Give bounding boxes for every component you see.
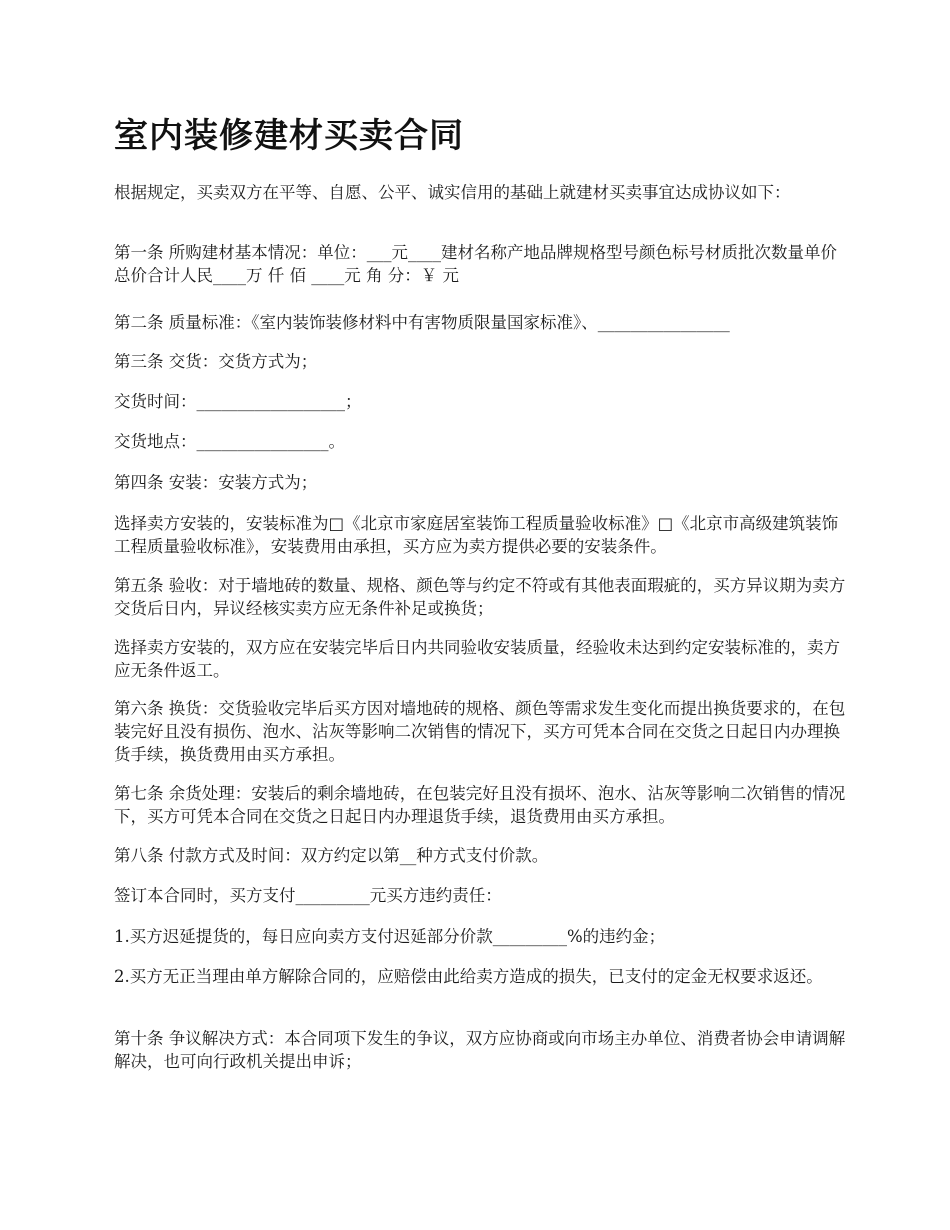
paragraph-article-8: 第八条 付款方式及时间：双方约定以第__种方式支付价款。 bbox=[114, 846, 549, 865]
paragraph-signing-payment: 签订本合同时，买方支付_________元买方违约责任： bbox=[114, 886, 502, 905]
paragraph-preamble: 根据规定，买卖双方在平等、自愿、公平、诚实信用的基础上就建材买卖事宜达成协议如下： bbox=[114, 183, 791, 202]
paragraph-article-10: 第十条 争议解决方式：本合同项下发生的争议，双方应协商或向市场主办单位、消费者协会申请调解解决，也可向行政机关提出申诉； bbox=[114, 1029, 846, 1071]
paragraph-article-4: 第四条 安装：安装方式为； bbox=[114, 473, 318, 492]
paragraph-installation-acceptance: 选择卖方安装的，双方应在安装完毕后日内共同验收安装质量，经验收未达到约定安装标准的，卖方应无条件返工。 bbox=[114, 638, 840, 680]
paragraph-delivery-place: 交货地点：________________。 bbox=[114, 432, 345, 451]
paragraph-article-1: 第一条 所购建材基本情况：单位：___元____建材名称产地品牌规格型号颜色标号材质批次数量单价总价合计人民____万 仟 佰 ____元 角 分：￥ 元 bbox=[114, 243, 837, 285]
paragraph-article-2: 第二条 质量标准：《室内装饰装修材料中有害物质限量国家标准》、________________ bbox=[114, 313, 730, 332]
paragraph-article-5: 第五条 验收：对于墙地砖的数量、规格、颜色等与约定不符或有其他表面瑕疵的，买方异议期为卖方交货后日内，异议经核实卖方应无条件补足或换货； bbox=[114, 576, 846, 618]
paragraph-article-6: 第六条 换货：交货验收完毕后买方因对墙地砖的规格、颜色等需求发生变化而提出换货要求的，在包装完好且没有损伤、泡水、沾灰等影响二次销售的情况下，买方可凭本合同在交货之日起日内办理换货手续，换货费用由买方承担。 bbox=[114, 699, 846, 764]
paragraph-article-7: 第七条 余货处理：安装后的剩余墙地砖，在包装完好且没有损坏、泡水、沾灰等影响二次销售的情况下，买方可凭本合同在交货之日起日内办理退货手续，退货费用由买方承担。 bbox=[114, 784, 846, 826]
paragraph-breach-1: 1.买方迟延提货的，每日应向卖方支付迟延部分价款_________%的违约金； bbox=[114, 927, 666, 946]
document-title: 室内装修建材买卖合同 bbox=[114, 116, 464, 156]
paragraph-delivery-time: 交货时间：__________________； bbox=[114, 392, 362, 411]
paragraph-article-3: 第三条 交货：交货方式为； bbox=[114, 352, 318, 371]
paragraph-breach-2: 2.买方无正当理由单方解除合同的，应赔偿由此给卖方造成的损失，已支付的定金无权要求返还。 bbox=[114, 967, 823, 986]
paragraph-installation-standard: 选择卖方安装的，安装标准为□《北京市家庭居室装饰工程质量验收标准》□《北京市高级建筑装饰工程质量验收标准》，安装费用由承担，买方应为卖方提供必要的安装条件。 bbox=[114, 514, 839, 556]
